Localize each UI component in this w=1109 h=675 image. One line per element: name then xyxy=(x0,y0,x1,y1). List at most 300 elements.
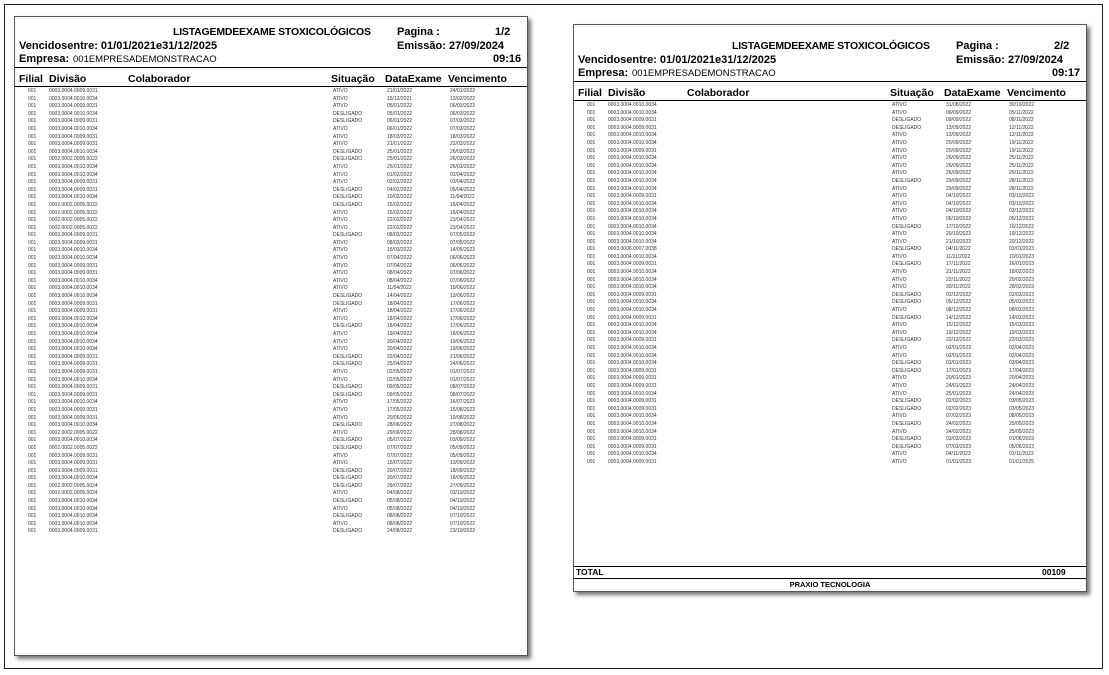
row-data-exame: 15/02/2022 xyxy=(387,209,413,216)
row-divisao: 0003.0004.0009.0031 xyxy=(49,270,98,277)
row-vencimento: 26/03/2022 xyxy=(450,156,476,163)
row-data-exame: 17/01/2023 xyxy=(946,367,972,374)
row-data-exame: 20/09/2022 xyxy=(946,139,972,146)
row-vencimento: 17/06/2022 xyxy=(450,315,476,322)
table-row xyxy=(574,208,1086,216)
row-data-exame: 08/08/2022 xyxy=(387,513,413,520)
row-data-exame: 21/11/2022 xyxy=(946,269,971,276)
row-data-exame: 09/09/2022 xyxy=(946,117,972,124)
row-filial: 001 xyxy=(28,376,37,383)
row-divisao: 0003.0004.0010.0034 xyxy=(608,390,657,397)
table-row xyxy=(574,353,1086,361)
row-filial: 001 xyxy=(587,367,596,374)
row-divisao: 0003.0004.0009.0031 xyxy=(49,300,98,307)
row-vencimento: 28/11/2022 xyxy=(1009,177,1034,184)
row-divisao: 0003.0004.0010.0034 xyxy=(49,95,98,102)
row-situacao: ATIVO xyxy=(892,215,907,222)
row-vencimento: 24/06/2022 xyxy=(450,361,476,368)
row-situacao: DESLIGADO xyxy=(892,314,922,321)
row-data-exame: 02/02/2023 xyxy=(946,398,972,405)
table-row xyxy=(15,407,527,415)
row-vencimento: 03/12/2022 xyxy=(1009,200,1035,207)
row-divisao: 0003.0004.0010.0034 xyxy=(608,200,657,207)
table-row xyxy=(574,451,1086,459)
row-vencimento: 16/04/2022 xyxy=(450,209,476,216)
row-situacao: ATIVO xyxy=(892,322,907,329)
row-data-exame: 18/04/2022 xyxy=(387,308,413,315)
row-vencimento: 30/10/2022 xyxy=(1009,102,1035,108)
row-divisao: 0003.0004.0010.0034 xyxy=(49,247,98,254)
row-divisao: 0003.0004.0010.0034 xyxy=(608,352,657,359)
row-situacao: DESLIGADO xyxy=(333,201,363,208)
footer-divider xyxy=(574,578,1086,579)
row-vencimento: 17/06/2022 xyxy=(450,308,476,315)
row-vencimento: 03/11/2023 xyxy=(1009,451,1034,458)
row-data-exame: 29/06/2022 xyxy=(387,429,413,436)
row-divisao: 0003.0004.0010.0034 xyxy=(49,498,98,505)
row-data-exame: 07/03/2023 xyxy=(946,443,972,450)
table-row xyxy=(15,483,527,491)
row-filial: 001 xyxy=(28,285,37,292)
col-vencimento: Vencimento xyxy=(448,73,507,85)
row-filial: 001 xyxy=(587,458,596,465)
table-row xyxy=(574,201,1086,209)
row-vencimento: 16/04/2022 xyxy=(450,201,476,208)
row-vencimento: 13/02/2022 xyxy=(450,95,476,102)
col-divisao: Divisão xyxy=(49,73,87,85)
row-divisao: 0003.0004.0009.0031 xyxy=(608,405,657,412)
row-divisao: 0003.0004.0010.0034 xyxy=(608,269,657,276)
row-divisao: 0003.0004.0009.0031 xyxy=(49,88,98,94)
row-filial: 001 xyxy=(587,231,596,238)
table-row xyxy=(15,445,527,453)
table-row xyxy=(574,315,1086,323)
row-filial: 001 xyxy=(587,405,596,412)
row-divisao: 0003.0004.0009.0031 xyxy=(49,118,98,125)
row-situacao: DESLIGADO xyxy=(333,384,363,391)
row-filial: 001 xyxy=(587,208,596,215)
row-situacao: DESLIGADO xyxy=(333,300,363,307)
row-data-exame: 22/04/2022 xyxy=(387,353,413,360)
table-row xyxy=(15,194,527,202)
row-vencimento: 05/09/2022 xyxy=(450,444,476,451)
row-data-exame: 06/01/2022 xyxy=(387,118,413,125)
row-vencimento: 24/01/2022 xyxy=(450,88,476,94)
table-row xyxy=(15,164,527,172)
row-situacao: ATIVO xyxy=(333,368,348,375)
row-data-exame: 18/03/2022 xyxy=(387,133,413,140)
table-row xyxy=(15,179,527,187)
row-situacao: ATIVO xyxy=(333,255,348,262)
row-divisao: 0003.0004.0010.0034 xyxy=(49,293,98,300)
row-vencimento: 04/10/2022 xyxy=(450,505,476,512)
row-data-exame: 15/07/2022 xyxy=(387,460,413,467)
row-divisao: 0003.0004.0010.0034 xyxy=(608,307,657,314)
row-filial: 001 xyxy=(587,162,596,169)
row-data-exame: 05/07/2022 xyxy=(387,437,413,444)
table-row xyxy=(15,187,527,195)
row-divisao: 0002.0002.0005.0022 xyxy=(49,444,98,451)
row-filial: 001 xyxy=(28,444,37,451)
row-divisao: 0003.0004.0010.0034 xyxy=(49,125,98,132)
table-row xyxy=(15,437,527,445)
row-situacao: DESLIGADO xyxy=(333,323,363,330)
row-data-exame: 20/06/2022 xyxy=(387,414,413,421)
row-data-exame: 26/09/2022 xyxy=(946,162,972,169)
row-divisao: 0003.0004.0009.0031 xyxy=(49,368,98,375)
table-row xyxy=(574,224,1086,232)
total-divider xyxy=(574,566,1086,567)
report-page-1 xyxy=(14,16,528,656)
row-filial: 001 xyxy=(587,360,596,367)
row-divisao: 0003.0004.0010.0034 xyxy=(608,428,657,435)
row-vencimento: 19/06/2022 xyxy=(450,346,476,353)
row-vencimento: 03/12/2022 xyxy=(1009,208,1035,215)
table-row xyxy=(574,391,1086,399)
row-situacao: ATIVO xyxy=(333,217,348,224)
row-vencimento: 19/12/2022 xyxy=(1009,231,1035,238)
row-situacao: ATIVO xyxy=(892,284,907,291)
row-situacao: DESLIGADO xyxy=(333,422,363,429)
row-vencimento: 23/04/2022 xyxy=(450,224,476,231)
row-situacao: DESLIGADO xyxy=(333,232,363,239)
table-row xyxy=(574,216,1086,224)
row-data-exame: 25/01/2023 xyxy=(946,390,972,397)
row-data-exame: 08/03/2022 xyxy=(387,232,413,239)
row-data-exame: 25/01/2022 xyxy=(387,156,413,163)
row-filial: 001 xyxy=(587,382,596,389)
row-data-exame: 04/11/2022 xyxy=(946,246,971,253)
row-filial: 001 xyxy=(28,133,37,140)
row-divisao: 0003.0004.0009.0031 xyxy=(608,458,657,465)
report-time: 09:17 xyxy=(1052,67,1081,79)
row-vencimento: 07/10/2022 xyxy=(450,513,476,520)
row-vencimento: 25/05/2023 xyxy=(1009,420,1035,427)
table-row xyxy=(15,225,527,233)
table-row xyxy=(574,125,1086,133)
row-divisao: 0003.0004.0009.0031 xyxy=(608,436,657,443)
row-filial: 001 xyxy=(28,171,37,178)
row-filial: 001 xyxy=(587,329,596,336)
row-data-exame: 20/01/2023 xyxy=(946,375,972,382)
row-vencimento: 03/05/2023 xyxy=(1009,405,1035,412)
row-data-exame: 01/01/2023 xyxy=(946,458,972,465)
header-divider xyxy=(574,81,1086,82)
row-situacao: ATIVO xyxy=(333,88,348,94)
row-situacao: ATIVO xyxy=(333,452,348,459)
row-situacao: DESLIGADO xyxy=(333,361,363,368)
row-vencimento: 18/09/2022 xyxy=(450,467,476,474)
row-filial: 001 xyxy=(587,170,596,177)
row-situacao: DESLIGADO xyxy=(333,498,363,505)
row-data-exame: 24/02/2023 xyxy=(946,428,972,435)
table-row xyxy=(15,134,527,142)
row-situacao: DESLIGADO xyxy=(892,246,922,253)
table-row xyxy=(15,263,527,271)
row-filial: 001 xyxy=(28,399,37,406)
row-filial: 001 xyxy=(587,117,596,124)
row-filial: 001 xyxy=(28,315,37,322)
row-divisao: 0003.0004.0010.0034 xyxy=(49,110,98,117)
row-vencimento: 20/12/2022 xyxy=(1009,238,1035,245)
row-vencimento: 16/07/2022 xyxy=(450,399,476,406)
row-divisao: 0002.0002.0005.0022 xyxy=(49,429,98,436)
row-data-exame: 20/04/2022 xyxy=(387,346,413,353)
row-divisao: 0003.0004.0009.0031 xyxy=(49,262,98,269)
table-row xyxy=(15,422,527,430)
row-divisao: 0002.0002.0005.0024 xyxy=(49,482,98,489)
row-data-exame: 22/02/2022 xyxy=(387,217,413,224)
row-filial: 001 xyxy=(28,361,37,368)
row-filial: 001 xyxy=(28,163,37,170)
row-vencimento: 08/03/2023 xyxy=(1009,307,1035,314)
row-vencimento: 18/03/2022 xyxy=(450,133,476,140)
row-filial: 001 xyxy=(28,141,37,148)
row-data-exame: 04/10/2022 xyxy=(946,208,972,215)
row-filial: 001 xyxy=(587,200,596,207)
row-data-exame: 03/03/2023 xyxy=(946,436,972,443)
row-divisao: 0002.0002.0005.0022 xyxy=(49,209,98,216)
row-vencimento: 02/04/2023 xyxy=(1009,345,1035,351)
row-data-exame: 17/10/2022 xyxy=(946,223,972,230)
table-row xyxy=(574,246,1086,254)
row-divisao: 0003.0004.0009.0031 xyxy=(608,117,657,124)
row-vencimento: 18/06/2022 xyxy=(450,331,476,337)
row-situacao: ATIVO xyxy=(333,399,348,406)
row-divisao: 0002.0002.0005.0024 xyxy=(49,490,98,497)
row-situacao: ATIVO xyxy=(892,253,907,260)
row-situacao: ATIVO xyxy=(333,103,348,110)
row-divisao: 0003.0004.0009.0031 xyxy=(49,103,98,110)
table-row xyxy=(574,277,1086,285)
row-vencimento: 19/11/2022 xyxy=(1009,147,1034,154)
row-situacao: ATIVO xyxy=(892,390,907,397)
row-vencimento: 01/07/2022 xyxy=(450,368,476,375)
row-situacao: ATIVO xyxy=(892,238,907,245)
row-divisao: 0003.0004.0010.0034 xyxy=(49,437,98,444)
row-data-exame: 22/11/2022 xyxy=(946,276,971,283)
row-vencimento: 19/03/2023 xyxy=(1009,329,1035,336)
row-situacao: ATIVO xyxy=(333,247,348,254)
row-filial: 001 xyxy=(587,269,596,276)
row-divisao: 0003.0004.0009.0031 xyxy=(49,239,98,246)
table-row xyxy=(15,528,527,536)
row-vencimento: 28/02/2023 xyxy=(1009,284,1035,291)
row-data-exame: 20/04/2022 xyxy=(387,338,413,345)
row-situacao: DESLIGADO xyxy=(333,118,363,125)
row-divisao: 0003.0004.0010.0034 xyxy=(608,177,657,184)
page-label: Pagina : xyxy=(397,26,440,38)
table-row xyxy=(574,398,1086,406)
col-colaborador: Colaborador xyxy=(687,87,750,99)
row-data-exame: 06/01/2022 xyxy=(387,125,413,132)
row-filial: 001 xyxy=(28,209,37,216)
row-filial: 001 xyxy=(28,437,37,444)
total-label: TOTAL xyxy=(576,567,604,577)
row-data-exame: 08/03/2022 xyxy=(387,239,413,246)
row-filial: 001 xyxy=(28,277,37,284)
row-divisao: 0003.0004.0009.0031 xyxy=(608,382,657,389)
table-row xyxy=(15,453,527,461)
row-filial: 001 xyxy=(28,467,37,474)
row-vencimento: 22/03/2023 xyxy=(1009,337,1035,344)
row-filial: 001 xyxy=(28,201,37,208)
table-row xyxy=(574,375,1086,383)
report-title: LISTAGEMDEEXAME STOXICOLÓGICOS xyxy=(173,26,371,38)
table-row xyxy=(574,178,1086,186)
row-data-exame: 31/08/2022 xyxy=(946,102,972,108)
row-divisao: 0003.0004.0010.0034 xyxy=(49,520,98,527)
row-vencimento: 06/03/2022 xyxy=(450,110,476,117)
table-row xyxy=(574,436,1086,444)
row-data-exame: 04/10/2022 xyxy=(946,193,972,200)
row-filial: 001 xyxy=(28,186,37,193)
row-filial: 001 xyxy=(587,215,596,222)
row-situacao: ATIVO xyxy=(892,170,907,177)
report-title: LISTAGEMDEEXAME STOXICOLÓGICOS xyxy=(732,40,930,52)
row-situacao: ATIVO xyxy=(333,163,348,170)
row-situacao: ATIVO xyxy=(333,346,348,353)
row-situacao: DESLIGADO xyxy=(892,405,922,412)
table-row xyxy=(574,444,1086,452)
row-situacao: DESLIGADO xyxy=(333,353,363,360)
row-situacao: ATIVO xyxy=(333,285,348,292)
row-data-exame: 21/01/2022 xyxy=(387,88,413,94)
row-filial: 001 xyxy=(28,391,37,398)
row-situacao: ATIVO xyxy=(333,171,348,178)
table-row xyxy=(15,247,527,255)
row-data-exame: 02/05/2022 xyxy=(387,376,413,383)
row-filial: 001 xyxy=(28,422,37,429)
row-data-exame: 25/01/2022 xyxy=(387,148,413,155)
row-vencimento: 14/05/2022 xyxy=(450,247,476,254)
row-situacao: ATIVO xyxy=(333,315,348,322)
col-divisao: Divisão xyxy=(608,87,646,99)
row-situacao: ATIVO xyxy=(892,147,907,154)
row-situacao: ATIVO xyxy=(892,231,907,238)
row-data-exame: 13/09/2022 xyxy=(946,124,972,131)
col-data-exame: DataExame xyxy=(944,87,1001,99)
row-divisao: 0003.0004.0009.0031 xyxy=(49,467,98,474)
table-row xyxy=(15,270,527,278)
page-number: 2/2 xyxy=(1054,40,1070,52)
row-divisao: 0003.0004.0010.0034 xyxy=(49,148,98,155)
row-divisao: 0003.0004.0009.0031 xyxy=(608,314,657,321)
col-filial: Filial xyxy=(578,87,602,99)
row-situacao: ATIVO xyxy=(892,185,907,192)
row-data-exame: 02/12/2022 xyxy=(946,291,972,298)
table-row xyxy=(574,413,1086,421)
table-row xyxy=(15,392,527,400)
row-data-exame: 05/01/2022 xyxy=(387,103,413,110)
row-vencimento: 08/05/2023 xyxy=(1009,413,1035,420)
table-row xyxy=(15,331,527,339)
table-row xyxy=(15,513,527,521)
row-situacao: ATIVO xyxy=(333,308,348,315)
table-row xyxy=(15,354,527,362)
row-filial: 001 xyxy=(28,475,37,482)
row-divisao: 0003.0004.0009.0031 xyxy=(608,367,657,374)
table-row xyxy=(15,346,527,354)
row-situacao: DESLIGADO xyxy=(333,156,363,163)
row-data-exame: 14/12/2022 xyxy=(946,314,972,321)
exam-table-page-1 xyxy=(15,88,527,536)
row-divisao: 0003.0004.0009.0031 xyxy=(49,528,98,535)
table-row xyxy=(15,316,527,324)
row-filial: 001 xyxy=(587,337,596,344)
row-data-exame: 29/07/2022 xyxy=(387,482,413,489)
table-row xyxy=(15,521,527,529)
row-divisao: 0003.0004.0010.0034 xyxy=(49,513,98,520)
row-data-exame: 06/09/2022 xyxy=(946,109,972,116)
row-data-exame: 08/12/2022 xyxy=(946,307,972,314)
row-filial: 001 xyxy=(28,482,37,489)
row-situacao: DESLIGADO xyxy=(892,299,922,306)
table-row xyxy=(15,399,527,407)
table-row xyxy=(574,117,1086,125)
row-situacao: ATIVO xyxy=(892,428,907,435)
row-divisao: 0003.0004.0009.0031 xyxy=(49,460,98,467)
row-filial: 001 xyxy=(28,262,37,269)
row-vencimento: 05/09/2022 xyxy=(450,452,476,459)
row-situacao: DESLIGADO xyxy=(333,194,363,201)
col-situacao: Situação xyxy=(331,73,375,85)
table-row xyxy=(15,149,527,157)
row-divisao: 0003.0004.0010.0034 xyxy=(608,299,657,306)
row-vencimento: 24/04/2023 xyxy=(1009,390,1035,397)
row-situacao: DESLIGADO xyxy=(892,360,922,367)
table-row xyxy=(574,163,1086,171)
row-data-exame: 08/04/2022 xyxy=(387,277,413,284)
row-filial: 001 xyxy=(28,498,37,505)
row-filial: 001 xyxy=(28,118,37,125)
vencidos-range: Vencidosentre: 01/01/2021e31/12/2025 xyxy=(578,54,777,66)
row-filial: 001 xyxy=(587,398,596,405)
row-vencimento: 25/05/2023 xyxy=(1009,428,1035,435)
table-row xyxy=(574,459,1086,467)
row-divisao: 0003.0004.0010.0034 xyxy=(608,109,657,116)
row-divisao: 0003.0004.0010.0034 xyxy=(49,323,98,330)
row-divisao: 0003.0004.0009.0031 xyxy=(49,232,98,239)
row-divisao: 0003.0004.0010.0034 xyxy=(608,420,657,427)
row-divisao: 0003.0004.0010.0034 xyxy=(49,338,98,345)
row-situacao: DESLIGADO xyxy=(892,436,922,443)
table-row xyxy=(15,217,527,225)
row-divisao: 0003.0004.0010.0034 xyxy=(49,163,98,170)
row-data-exame: 22/02/2022 xyxy=(387,224,413,231)
table-row xyxy=(574,406,1086,414)
table-row xyxy=(15,96,527,104)
table-row xyxy=(574,110,1086,118)
table-row xyxy=(15,475,527,483)
row-situacao: DESLIGADO xyxy=(333,391,363,398)
page-label: Pagina : xyxy=(956,40,999,52)
row-vencimento: 11/04/2022 xyxy=(450,194,475,201)
empresa-value: 001EMPRESADEMONSTRACAO xyxy=(632,68,776,79)
row-vencimento: 10/06/2022 xyxy=(450,285,476,292)
row-situacao: DESLIGADO xyxy=(333,513,363,520)
table-row xyxy=(574,284,1086,292)
row-divisao: 0003.0004.0009.0031 xyxy=(49,308,98,315)
row-data-exame: 10/02/2022 xyxy=(387,194,413,201)
row-filial: 001 xyxy=(28,148,37,155)
row-vencimento: 04/10/2022 xyxy=(450,498,476,505)
row-divisao: 0003.0004.0010.0034 xyxy=(608,223,657,230)
row-filial: 001 xyxy=(28,88,37,94)
row-vencimento: 17/06/2022 xyxy=(450,300,476,307)
row-divisao: 0003.0004.0009.0031 xyxy=(49,452,98,459)
row-filial: 001 xyxy=(28,429,37,436)
